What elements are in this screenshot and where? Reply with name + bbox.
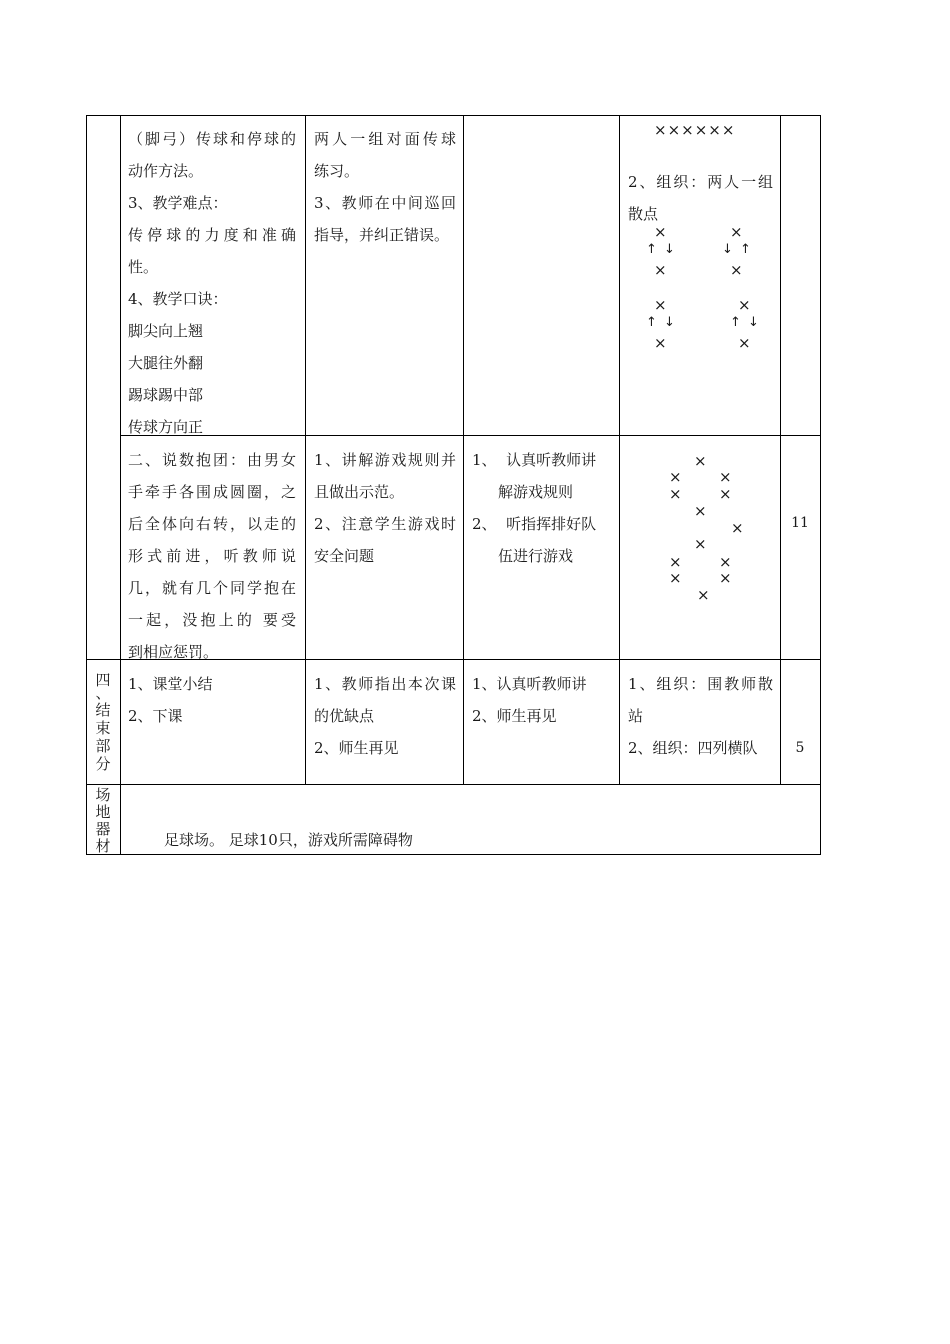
content-line: 大腿往外翻 (128, 354, 204, 372)
player-cross: × (694, 502, 707, 520)
player-cross: × (694, 535, 707, 553)
content-cell (128, 668, 296, 732)
student-line: 解游戏规则 (498, 483, 574, 501)
section-char: 四 (95, 671, 111, 689)
section-char: 、 (95, 684, 111, 702)
content-line: 动作方法。 (128, 162, 204, 180)
organization-label (628, 166, 773, 230)
content-line: 踢球踢中部 (128, 386, 204, 404)
time-cell: 11 (791, 515, 809, 531)
teacher-line: 指导，并纠正错误。 (314, 226, 450, 244)
arrow-down-icon: ↓ (664, 242, 675, 257)
section-char: 部 (95, 737, 111, 755)
player-cross: × (730, 223, 743, 241)
teacher-cell (314, 444, 456, 572)
player-cross: × (669, 569, 682, 587)
content-line: 4、教学口诀： (128, 290, 228, 308)
content-line: 一起，没抱上的 要受 (128, 611, 296, 629)
teacher-cell (314, 668, 456, 764)
player-cross: × (669, 553, 682, 571)
column-divider (463, 115, 464, 785)
content-line: 二、说数抱团：由男女 (128, 451, 296, 469)
organization-cell (628, 668, 773, 764)
section-char: 结 (95, 701, 111, 719)
player-cross: × (731, 519, 744, 537)
player-cross: × (654, 223, 667, 241)
table-border-top (86, 115, 821, 116)
teacher-line: 1、教师指出本次课 (314, 675, 456, 693)
section-char: 材 (95, 837, 111, 855)
org-line: 2、组织：四列横队 (628, 739, 758, 757)
time-cell: 5 (795, 740, 805, 756)
arrow-down-icon: ↓ (748, 315, 759, 330)
org-line: 2、组织：两人一组 (628, 173, 773, 191)
arrow-up-icon: ↑ (740, 242, 751, 257)
content-cell (128, 444, 296, 668)
student-cell (472, 668, 612, 732)
content-line: 几，就有几个同学抱在 (128, 579, 296, 597)
student-line: 1、认真听教师讲 (472, 675, 587, 693)
player-cross: × (694, 452, 707, 470)
student-cell (472, 444, 612, 572)
content-line: 手牵手各围成圆圈，之 (128, 483, 296, 501)
teacher-line: 安全问题 (314, 547, 375, 565)
player-cross: × (730, 261, 743, 279)
player-cross: × (719, 468, 732, 486)
column-divider (780, 115, 781, 785)
arrow-down-icon: ↓ (722, 242, 733, 257)
player-cross: × (697, 586, 710, 604)
teacher-line: 且做出示范。 (314, 483, 405, 501)
teacher-line: 两人一组对面传球 (314, 130, 456, 148)
column-divider (305, 115, 306, 785)
column-divider (120, 115, 121, 855)
content-line: 传停球的力度和准确 (128, 226, 296, 244)
student-line: 2、 听指挥排好队 (472, 515, 597, 533)
content-line: 传球方向正 (128, 418, 204, 436)
row-divider (86, 784, 821, 785)
content-line: 脚尖向上翘 (128, 322, 204, 340)
org-line: 1、组织：围教师散 (628, 675, 773, 693)
content-line: 3、教学难点： (128, 194, 228, 212)
section-char: 器 (95, 820, 111, 838)
player-cross: × (738, 334, 751, 352)
table-border-left (86, 115, 87, 855)
content-line: 性。 (128, 258, 159, 276)
teacher-line: 1、讲解游戏规则并 (314, 451, 456, 469)
section-char: 束 (95, 719, 111, 737)
player-cross: × (719, 553, 732, 571)
arrow-down-icon: ↓ (664, 315, 675, 330)
player-cross: × (719, 569, 732, 587)
org-line: 站 (628, 707, 644, 725)
content-line: 到相应惩罚。 (128, 643, 219, 661)
content-line: 2、下课 (128, 707, 183, 725)
player-cross: × (669, 485, 682, 503)
teacher-line: 2、师生再见 (314, 739, 399, 757)
section-char: 地 (95, 803, 111, 821)
player-cross: × (738, 296, 751, 314)
content-line: 后全体向右转，以走的 (128, 515, 296, 533)
player-cross: × (669, 468, 682, 486)
player-cross: × (654, 334, 667, 352)
teacher-line: 2、注意学生游戏时 (314, 515, 456, 533)
section-char: 分 (95, 755, 111, 773)
content-line: 形式前进，听教师说 (128, 547, 296, 565)
player-cross: × (654, 261, 667, 279)
arrow-up-icon: ↑ (730, 315, 741, 330)
player-cross: × (654, 296, 667, 314)
column-divider (619, 115, 620, 785)
table-border-right (820, 115, 821, 855)
teacher-cell (314, 123, 456, 251)
student-line: 1、 认真听教师讲 (472, 451, 597, 469)
equipment-text: 足球场。 足球10只，游戏所需障碍物 (164, 831, 413, 849)
student-line: 伍进行游戏 (498, 547, 574, 565)
arrow-up-icon: ↑ (646, 242, 657, 257)
teacher-line: 练习。 (314, 162, 360, 180)
section-char: 场 (95, 786, 111, 804)
org-line: 散点 (628, 205, 659, 223)
teacher-line: 3、教师在中间巡回 (314, 194, 456, 212)
student-line: 2、师生再见 (472, 707, 557, 725)
content-line: （脚弓）传球和停球的 (128, 130, 296, 148)
content-cell (128, 123, 296, 443)
arrow-up-icon: ↑ (646, 315, 657, 330)
formation-line: ×××××× (654, 121, 736, 139)
content-line: 1、课堂小结 (128, 675, 213, 693)
player-cross: × (719, 485, 732, 503)
teacher-line: 的优缺点 (314, 707, 375, 725)
